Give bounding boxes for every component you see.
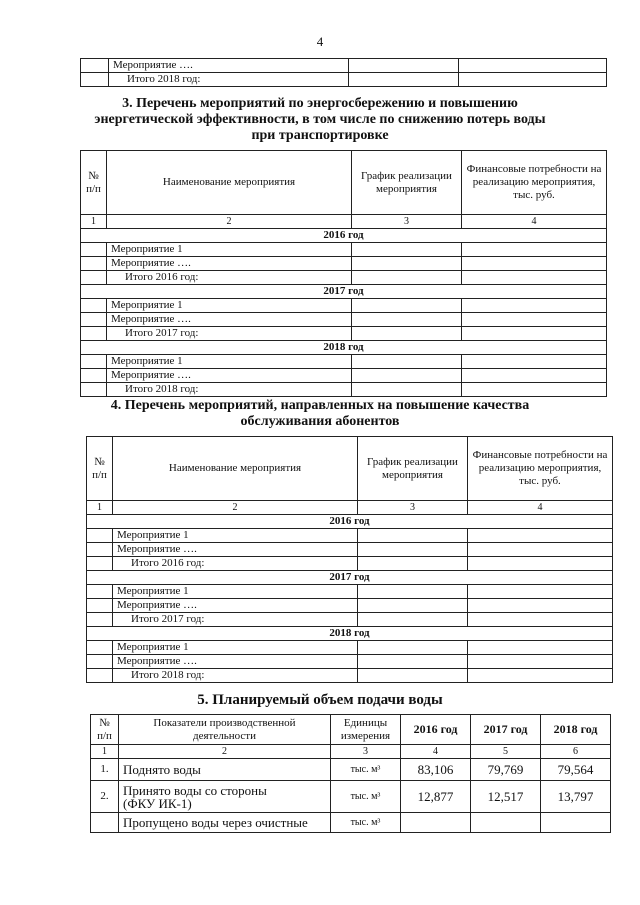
section-5-table bbox=[90, 714, 611, 833]
year-row: 2016 год bbox=[87, 515, 613, 529]
table-cell bbox=[81, 327, 107, 341]
col-number: 3 bbox=[331, 745, 401, 759]
table-cell bbox=[349, 73, 459, 87]
title-line: 3. Перечень мероприятий по энергосбережению и повышению bbox=[122, 96, 518, 111]
col-number: 6 bbox=[541, 745, 611, 759]
value-2016: 12,877 bbox=[401, 781, 471, 813]
table-cell bbox=[81, 369, 107, 383]
table-cell bbox=[87, 641, 113, 655]
table-cell bbox=[468, 669, 613, 683]
table-cell bbox=[87, 585, 113, 599]
table-cell bbox=[358, 557, 468, 571]
table-cell bbox=[462, 257, 607, 271]
header-num: № п/п bbox=[81, 151, 107, 215]
section-5-title: 5. Планируемый объем подачи воды bbox=[197, 692, 443, 708]
table-cell bbox=[462, 369, 607, 383]
table-cell: Итого 2016 год: bbox=[107, 271, 352, 285]
table-cell: Мероприятие …. bbox=[107, 369, 352, 383]
table-cell bbox=[468, 529, 613, 543]
table-cell bbox=[462, 355, 607, 369]
table-cell bbox=[81, 299, 107, 313]
table-cell bbox=[459, 73, 607, 87]
table-cell bbox=[81, 59, 109, 73]
table-cell bbox=[352, 313, 462, 327]
header-indicator: Показатели производственной деятельности bbox=[119, 715, 331, 745]
table-cell bbox=[462, 327, 607, 341]
header-schedule: График реализации мероприятия bbox=[352, 151, 462, 215]
table-cell: Мероприятие 1 bbox=[113, 529, 358, 543]
section-3-title bbox=[0, 96, 640, 144]
col-number: 2 bbox=[113, 501, 358, 515]
value-2017 bbox=[471, 813, 541, 833]
table-cell: Мероприятие …. bbox=[109, 59, 349, 73]
row-name: Пропущено воды через очистные bbox=[119, 813, 331, 833]
header-finance: Финансовые потребности на реализацию мероприятия, тыс. руб. bbox=[468, 437, 613, 501]
col-number: 5 bbox=[471, 745, 541, 759]
table-cell bbox=[81, 271, 107, 285]
year-row: 2017 год bbox=[87, 571, 613, 585]
row-name-line: Принято воды со стороны bbox=[123, 782, 267, 798]
value-2017: 12,517 bbox=[471, 781, 541, 813]
table-cell bbox=[468, 543, 613, 557]
table-cell: Мероприятие …. bbox=[113, 599, 358, 613]
header-2017: 2017 год bbox=[471, 715, 541, 745]
section-4-title bbox=[0, 398, 640, 430]
table-cell bbox=[352, 355, 462, 369]
table-cell bbox=[462, 313, 607, 327]
table-cell bbox=[352, 369, 462, 383]
table-cell bbox=[87, 669, 113, 683]
col-number: 1 bbox=[87, 501, 113, 515]
year-row: 2018 год bbox=[81, 341, 607, 355]
table-cell bbox=[352, 327, 462, 341]
row-name bbox=[119, 781, 331, 813]
table-cell: Мероприятие …. bbox=[113, 655, 358, 669]
table-cell bbox=[462, 299, 607, 313]
table-cell bbox=[468, 655, 613, 669]
table-cell bbox=[81, 257, 107, 271]
table-cell bbox=[352, 299, 462, 313]
header-name: Наименование мероприятия bbox=[107, 151, 352, 215]
col-number: 1 bbox=[91, 745, 119, 759]
row-num bbox=[91, 813, 119, 833]
table-cell bbox=[358, 669, 468, 683]
value-2016 bbox=[401, 813, 471, 833]
row-num: 1. bbox=[91, 759, 119, 781]
table-cell bbox=[352, 243, 462, 257]
table-cell bbox=[468, 613, 613, 627]
table-cell bbox=[87, 529, 113, 543]
value-2018: 79,564 bbox=[541, 759, 611, 781]
table-cell bbox=[468, 585, 613, 599]
table-cell: Итого 2018 год: bbox=[107, 383, 352, 397]
header-finance: Финансовые потребности на реализацию мероприятия, тыс. руб. bbox=[462, 151, 607, 215]
col-number: 2 bbox=[119, 745, 331, 759]
col-number: 4 bbox=[468, 501, 613, 515]
year-row: 2018 год bbox=[87, 627, 613, 641]
section-4-table bbox=[86, 436, 613, 683]
table-cell: Итого 2018 год: bbox=[113, 669, 358, 683]
table-cell: Мероприятие …. bbox=[113, 543, 358, 557]
section-3-table bbox=[80, 150, 607, 397]
table-cell: Мероприятие …. bbox=[107, 257, 352, 271]
table-cell: Мероприятие 1 bbox=[107, 299, 352, 313]
table-cell bbox=[468, 641, 613, 655]
table-cell bbox=[468, 599, 613, 613]
table-cell bbox=[358, 585, 468, 599]
table-cell: Мероприятие 1 bbox=[113, 641, 358, 655]
row-name-line: (ФКУ ИК-1) bbox=[123, 795, 192, 811]
table-cell bbox=[81, 243, 107, 257]
year-row: 2017 год bbox=[81, 285, 607, 299]
table-cell bbox=[81, 73, 109, 87]
year-row: 2016 год bbox=[81, 229, 607, 243]
row-num: 2. bbox=[91, 781, 119, 813]
table-cell bbox=[352, 257, 462, 271]
value-2018 bbox=[541, 813, 611, 833]
table-cell: Итого 2017 год: bbox=[107, 327, 352, 341]
table-cell bbox=[81, 355, 107, 369]
table-cell bbox=[87, 557, 113, 571]
table-cell bbox=[87, 599, 113, 613]
table-cell bbox=[352, 383, 462, 397]
row-unit: тыс. м³ bbox=[331, 759, 401, 781]
table-cell bbox=[358, 655, 468, 669]
header-schedule: График реализации мероприятия bbox=[358, 437, 468, 501]
table-cell bbox=[358, 613, 468, 627]
table-cell bbox=[349, 59, 459, 73]
value-2018: 13,797 bbox=[541, 781, 611, 813]
header-2018: 2018 год bbox=[541, 715, 611, 745]
table-cell: Мероприятие 1 bbox=[107, 243, 352, 257]
col-number: 2 bbox=[107, 215, 352, 229]
table-cell bbox=[81, 383, 107, 397]
title-line: энергетической эффективности, в том числе по снижению потерь воды bbox=[94, 112, 546, 127]
top-fragment-table bbox=[80, 58, 607, 87]
title-line: 4. Перечень мероприятий, направленных на повышение качества bbox=[110, 398, 530, 413]
table-cell bbox=[81, 313, 107, 327]
table-cell bbox=[87, 613, 113, 627]
table-cell: Мероприятие 1 bbox=[107, 355, 352, 369]
table-cell bbox=[468, 557, 613, 571]
col-number: 3 bbox=[352, 215, 462, 229]
table-row bbox=[91, 813, 611, 833]
page-number: 4 bbox=[316, 34, 324, 49]
table-cell bbox=[459, 59, 607, 73]
col-number: 1 bbox=[81, 215, 107, 229]
header-2016: 2016 год bbox=[401, 715, 471, 745]
table-cell bbox=[352, 271, 462, 285]
header-num: № п/п bbox=[87, 437, 113, 501]
row-name: Поднято воды bbox=[119, 759, 331, 781]
table-cell: Итого 2018 год: bbox=[109, 73, 349, 87]
col-number: 4 bbox=[462, 215, 607, 229]
table-cell: Итого 2017 год: bbox=[113, 613, 358, 627]
title-line: при транспортировке bbox=[251, 128, 389, 143]
col-number: 3 bbox=[358, 501, 468, 515]
value-2017: 79,769 bbox=[471, 759, 541, 781]
title-line: обслуживания абонентов bbox=[240, 414, 400, 429]
table-cell bbox=[87, 543, 113, 557]
table-cell bbox=[358, 529, 468, 543]
table-cell bbox=[462, 271, 607, 285]
row-unit: тыс. м³ bbox=[331, 781, 401, 813]
table-cell: Мероприятие …. bbox=[107, 313, 352, 327]
table-cell: Итого 2016 год: bbox=[113, 557, 358, 571]
header-name: Наименование мероприятия bbox=[113, 437, 358, 501]
row-unit: тыс. м³ bbox=[331, 813, 401, 833]
value-2016: 83,106 bbox=[401, 759, 471, 781]
table-cell bbox=[358, 599, 468, 613]
table-cell bbox=[87, 655, 113, 669]
header-num: № п/п bbox=[91, 715, 119, 745]
header-unit: Единицы измерения bbox=[331, 715, 401, 745]
table-cell: Мероприятие 1 bbox=[113, 585, 358, 599]
table-row bbox=[91, 781, 611, 813]
table-cell bbox=[462, 243, 607, 257]
table-cell bbox=[462, 383, 607, 397]
col-number: 4 bbox=[401, 745, 471, 759]
table-cell bbox=[358, 641, 468, 655]
table-row bbox=[91, 759, 611, 781]
table-cell bbox=[358, 543, 468, 557]
